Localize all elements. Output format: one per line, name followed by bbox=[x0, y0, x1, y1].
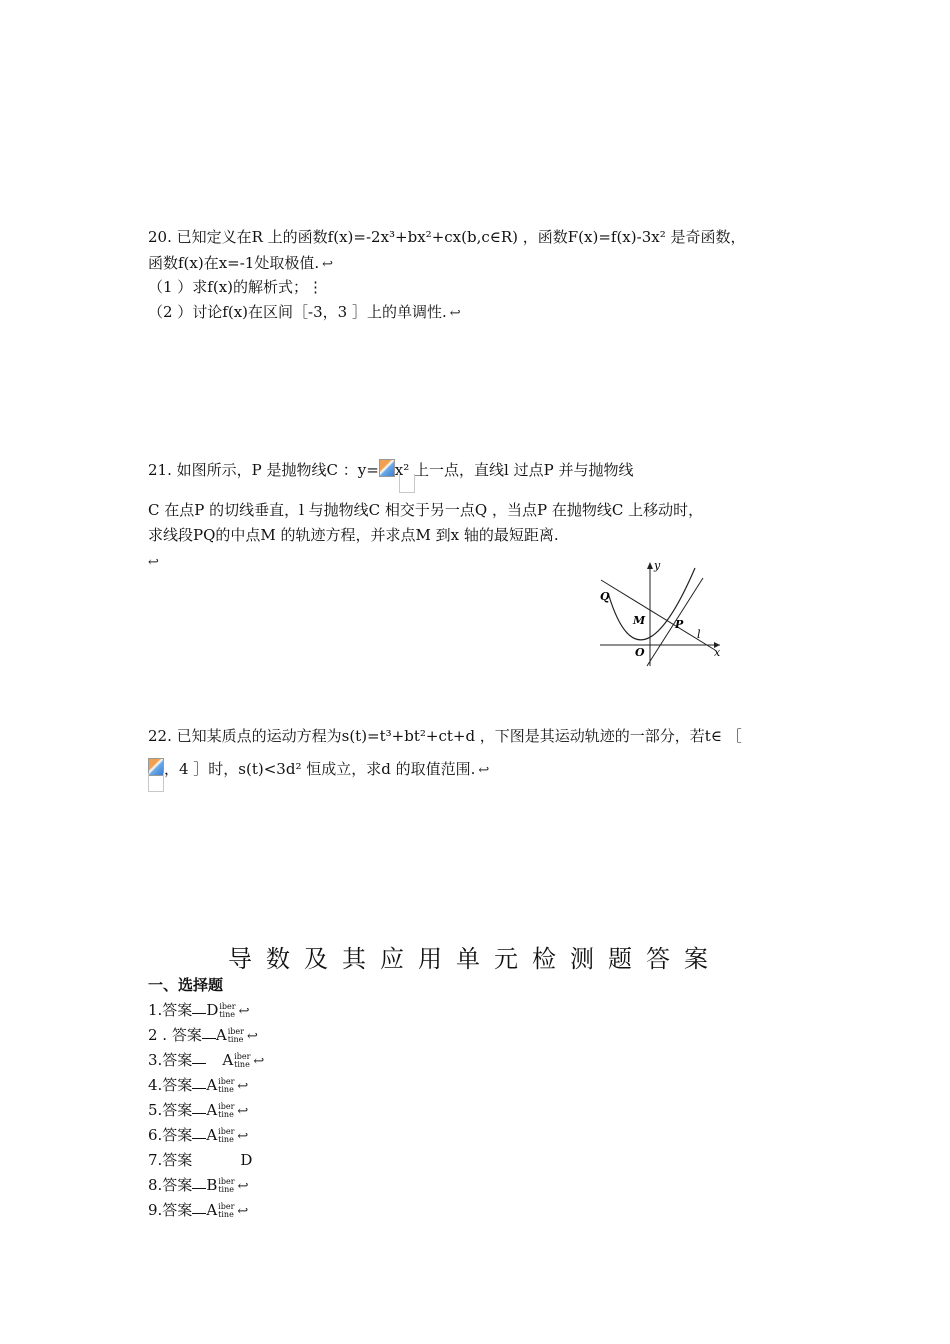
answer-label: 6.答案 bbox=[148, 1126, 193, 1144]
problem-22-line-1: 22. 已知某质点的运动方程为s(t)=t³+bt²+ct+d ，下图是其运动轨迹的一部分，若t∈ ［ bbox=[148, 727, 742, 745]
stacked-artifact-top: iber bbox=[218, 1102, 235, 1111]
answer-label: 7.答案 bbox=[148, 1151, 193, 1169]
return-mark-line bbox=[148, 551, 159, 573]
return-mark-icon: ↩ bbox=[246, 1029, 258, 1044]
answer-value: D bbox=[206, 1001, 219, 1019]
problem-20-part-1: （1 ）求f(x)的解析式；⋮ bbox=[148, 278, 324, 296]
answer-value: D bbox=[240, 1151, 253, 1169]
label-M: M bbox=[633, 614, 646, 627]
answer-value: A bbox=[222, 1051, 234, 1069]
broken-image-icon bbox=[379, 459, 395, 477]
return-mark-icon: ↩ bbox=[449, 306, 461, 321]
label-O: O bbox=[635, 646, 645, 659]
problem-21-line-2: C 在点P 的切线垂直，l 与抛物线C 相交于另一点Q ，当点P 在抛物线C 上移动时， bbox=[148, 501, 704, 519]
label-x: x bbox=[714, 646, 721, 659]
answer-value: B bbox=[206, 1176, 218, 1194]
blank-underline bbox=[192, 1128, 206, 1139]
image-frame bbox=[399, 474, 415, 493]
stacked-artifact-bottom: tine bbox=[218, 1110, 234, 1119]
answer-value: A bbox=[206, 1201, 218, 1219]
answer-value: A bbox=[206, 1076, 218, 1094]
answer-item bbox=[148, 1200, 248, 1222]
answer-item bbox=[148, 1050, 264, 1072]
problem-20-line-1: 20. 已知定义在R 上的函数f(x)=-2x³+bx²+cx(b,c∈R) ，函数F(x)=f(x)-3x² 是奇函数， bbox=[148, 228, 746, 246]
return-mark-icon: ↩ bbox=[237, 1079, 249, 1094]
return-mark-icon: ↩ bbox=[253, 1054, 265, 1069]
stacked-artifact bbox=[218, 1203, 234, 1219]
stacked-artifact-bottom: tine bbox=[234, 1060, 250, 1069]
answer-label: 4.答案 bbox=[148, 1076, 193, 1094]
label-y: y bbox=[654, 559, 661, 572]
blank-underline bbox=[202, 1028, 216, 1039]
stacked-artifact bbox=[234, 1053, 250, 1069]
blank-underline bbox=[192, 1178, 206, 1189]
answer-label: 9.答案 bbox=[148, 1201, 193, 1219]
stacked-artifact-top: iber bbox=[218, 1177, 235, 1186]
answer-label: 8.答案 bbox=[148, 1176, 193, 1194]
stacked-artifact-bottom: tine bbox=[227, 1035, 244, 1044]
answer-label: 3.答案 bbox=[148, 1051, 193, 1069]
return-mark-icon: ↩ bbox=[237, 1179, 249, 1194]
y-axis-arrow bbox=[647, 562, 653, 569]
answer-item bbox=[148, 1100, 248, 1122]
return-mark-icon: ↩ bbox=[478, 763, 490, 778]
answer-item bbox=[148, 1125, 248, 1147]
answer-item bbox=[148, 1175, 249, 1197]
label-Q: Q bbox=[600, 590, 610, 603]
answer-label: 1.答案 bbox=[148, 1001, 193, 1019]
return-mark-icon: ↩ bbox=[238, 1004, 250, 1019]
stacked-artifact-top: iber bbox=[218, 1202, 235, 1211]
problem-22-line-2: ，4 ］时，s(t)<3d² 恒成立，求d 的取值范围. ↩ bbox=[148, 758, 489, 781]
parabola-figure bbox=[595, 558, 725, 668]
stacked-artifact bbox=[218, 1178, 234, 1194]
label-P: P bbox=[675, 618, 684, 631]
stacked-artifact-top: iber bbox=[219, 1002, 236, 1011]
stacked-artifact-bottom: tine bbox=[218, 1135, 234, 1144]
answer-label: 5.答案 bbox=[148, 1101, 193, 1119]
label-l: l bbox=[697, 628, 701, 641]
answer-item bbox=[148, 1150, 252, 1170]
return-mark-icon: ↩ bbox=[148, 555, 159, 570]
problem-21-line-3: 求线段PQ的中点M 的轨迹方程，并求点M 到x 轴的最短距离. bbox=[148, 526, 559, 544]
blank-underline bbox=[192, 1053, 206, 1064]
blank-underline bbox=[192, 1103, 206, 1114]
blank-underline bbox=[192, 1003, 206, 1014]
return-mark-icon: ↩ bbox=[237, 1104, 249, 1119]
answer-item bbox=[148, 1025, 258, 1047]
return-mark-icon: ↩ bbox=[237, 1129, 249, 1144]
stacked-artifact-bottom: tine bbox=[218, 1085, 234, 1094]
image-frame bbox=[148, 773, 164, 792]
answer-item bbox=[148, 1075, 248, 1097]
answer-value: A bbox=[206, 1126, 218, 1144]
return-mark-icon: ↩ bbox=[237, 1204, 249, 1219]
problem-20-part-2: （2 ）讨论f(x)在区间［-3，3 ］上的单调性. ↩ bbox=[148, 302, 461, 324]
return-mark-icon: ↩ bbox=[322, 257, 334, 272]
stacked-artifact bbox=[228, 1028, 244, 1044]
section-heading: 一、选择题 bbox=[148, 976, 224, 994]
stacked-artifact-top: iber bbox=[227, 1027, 244, 1036]
stacked-artifact bbox=[219, 1003, 235, 1019]
stacked-artifact-top: iber bbox=[218, 1077, 235, 1086]
stacked-artifact-top: iber bbox=[234, 1052, 251, 1061]
answers-title: 导数及其应用单元检测题答案 bbox=[228, 945, 722, 973]
answer-value: A bbox=[215, 1026, 227, 1044]
stacked-artifact bbox=[218, 1128, 234, 1144]
stacked-artifact-top: iber bbox=[218, 1127, 235, 1136]
problem-20-line-2: 函数f(x)在x=-1处取极值. ↩ bbox=[148, 253, 333, 275]
answer-label: 2 . 答案 bbox=[148, 1026, 202, 1044]
blank-underline bbox=[192, 1078, 206, 1089]
problem-21-line-1: 21. 如图所示，P 是抛物线C ：y= x² 上一点，直线l 过点P 并与抛物线 bbox=[148, 461, 634, 479]
answer-item bbox=[148, 1000, 250, 1022]
blank-underline bbox=[192, 1203, 206, 1214]
stacked-artifact-bottom: tine bbox=[218, 1185, 235, 1194]
stacked-artifact bbox=[218, 1078, 234, 1094]
stacked-artifact-bottom: tine bbox=[219, 1010, 236, 1019]
answer-value: A bbox=[206, 1101, 218, 1119]
stacked-artifact bbox=[218, 1103, 234, 1119]
stacked-artifact-bottom: tine bbox=[218, 1210, 234, 1219]
